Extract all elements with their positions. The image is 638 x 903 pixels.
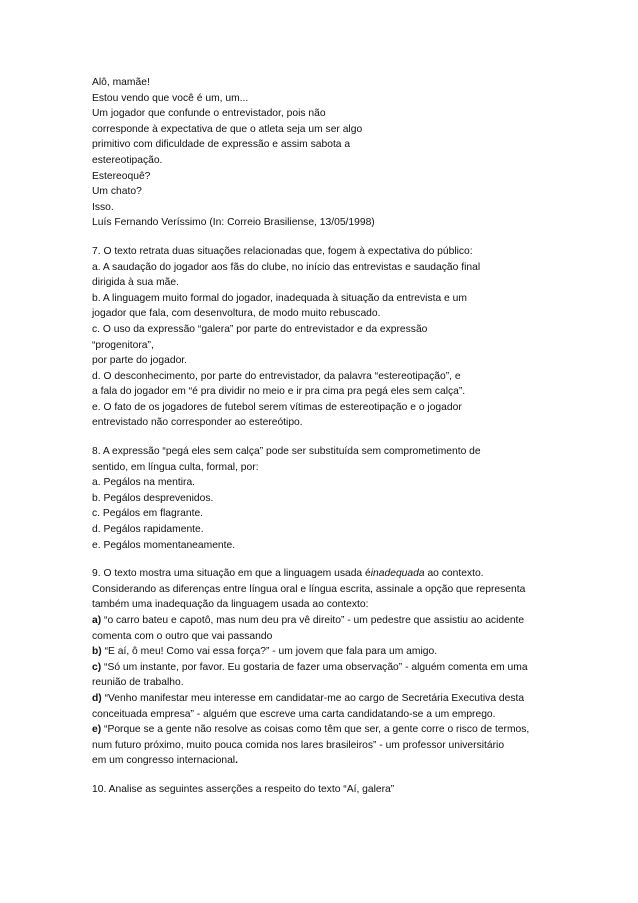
- option-label: e): [92, 724, 102, 736]
- option-label: c): [92, 661, 102, 673]
- bold-period: .: [235, 755, 238, 767]
- text-line: Um jogador que confunde o entrevistador, pois não: [92, 108, 326, 120]
- text-line: Um chato?: [92, 186, 142, 198]
- option-e: [92, 722, 562, 738]
- question-8: [92, 444, 562, 553]
- option-a-cont: comenta com o outro que vai passando: [92, 630, 273, 642]
- option-d: [92, 691, 562, 707]
- question-prompt: Considerando as diferenças entre língua oral e língua escrita, assinale a opção que representa: [92, 583, 526, 595]
- question-prompt: 10. Analise as seguintes asserções a respeito do texto “Aí, galera”: [92, 783, 395, 795]
- option-a: a. Pegálos na mentira.: [92, 477, 196, 489]
- option-label: d): [92, 692, 102, 704]
- option-text: dirigida à sua mãe.: [92, 277, 180, 289]
- text-line: estereotipação.: [92, 154, 163, 166]
- option-text: jogador que fala, com desenvoltura, de modo muito rebuscado.: [92, 308, 381, 320]
- prompt-text: ao contexto.: [424, 568, 484, 580]
- option-text: em um congresso internacional: [92, 755, 236, 767]
- emphasized-word: inadequada: [370, 568, 425, 580]
- option-e: e. Pegálos momentaneamente.: [92, 539, 236, 551]
- option-text: a. A saudação do jogador aos fãs do clube, no início das entrevistas e saudação final: [92, 261, 481, 273]
- question-10: [92, 782, 562, 798]
- text-line: Isso.: [92, 201, 114, 213]
- option-text: “Venho manifestar meu interesse em candidatar-me ao cargo de Secretária Executiva desta: [101, 692, 525, 704]
- option-c: [92, 660, 562, 676]
- option-b: b. Pegálos desprevenidos.: [92, 492, 214, 504]
- option-c: c. Pegálos em flagrante.: [92, 508, 204, 520]
- option-label: a): [92, 615, 102, 626]
- question-9: [92, 566, 562, 769]
- text-column: [92, 75, 562, 798]
- question-prompt: também uma inadequação da linguagem usada ao contexto:: [92, 599, 369, 611]
- option-text: “progenitora”,: [92, 339, 154, 351]
- source-citation: Luís Fernando Veríssimo (In: Correio Brasiliense, 13/05/1998): [92, 217, 375, 229]
- option-text: “Só um instante, por favor. Eu gostaria de fazer uma observação” - alguém comenta em uma: [101, 661, 528, 673]
- text-line: Alô, mamãe!: [92, 77, 150, 88]
- option-d: d. Pegálos rapidamente.: [92, 524, 204, 536]
- option-text: a fala do jogador em “é pra dividir no meio e ir pra cima pra pegá eles sem calça”.: [92, 386, 466, 398]
- question-7: [92, 244, 562, 431]
- option-text: “o carro bateu e capotô, mas num deu pra vê direito” - um pedestre que assistiu ao acidente: [101, 615, 525, 626]
- question-prompt: [92, 566, 562, 582]
- option-text: d. O desconhecimento, por parte do entrevistador, da palavra “estereotipação”, e: [92, 370, 461, 382]
- text-line: primitivo com dificuldade de expressão e assim sabota a: [92, 139, 351, 151]
- option-c-cont: reunião de trabalho.: [92, 677, 184, 689]
- option-text: “E aí, ô meu! Como vai essa força?” - um jovem que fala para um amigo.: [101, 646, 438, 658]
- option-text: b. A linguagem muito formal do jogador, inadequada à situação da entrevista e um: [92, 292, 467, 304]
- option-e-cont: num futuro próximo, muito pouca comida nos lares brasileiros” - um professor universitário: [92, 739, 505, 751]
- option-text: e. O fato de os jogadores de futebol serem vítimas de estereotipação e o jogador: [92, 401, 462, 413]
- option-text: c. O uso da expressão “galera” por parte do entrevistador e da expressão: [92, 323, 428, 335]
- prompt-text: 9. O texto mostra uma situação em que a linguagem usada é: [92, 568, 371, 580]
- option-a: [92, 613, 562, 629]
- question-prompt: 8. A expressão “pegá eles sem calça” pode ser substituída sem comprometimento de: [92, 446, 481, 458]
- option-label: b): [92, 646, 102, 658]
- question-prompt: sentido, em língua culta, formal, por:: [92, 461, 259, 473]
- option-b: [92, 644, 562, 660]
- dialog-excerpt: [92, 75, 562, 231]
- option-text: entrevistado não corresponder ao estereótipo.: [92, 417, 303, 429]
- option-text: “Porque se a gente não resolve as coisas como têm que ser, a gente corre o risco de termos,: [101, 724, 530, 736]
- option-text: por parte do jogador.: [92, 355, 188, 367]
- text-line: corresponde à expectativa de que o atleta seja um ser algo: [92, 123, 363, 135]
- option-e-cont: [92, 753, 562, 769]
- text-line: Estereoquê?: [92, 170, 151, 182]
- question-prompt: 7. O texto retrata duas situações relacionadas que, fogem à expectativa do público:: [92, 245, 473, 257]
- option-d-cont: conceituada empresa” - alguém que escreve uma carta candidatando-se a um emprego.: [92, 708, 496, 720]
- text-line: Estou vendo que você é um, um...: [92, 92, 249, 104]
